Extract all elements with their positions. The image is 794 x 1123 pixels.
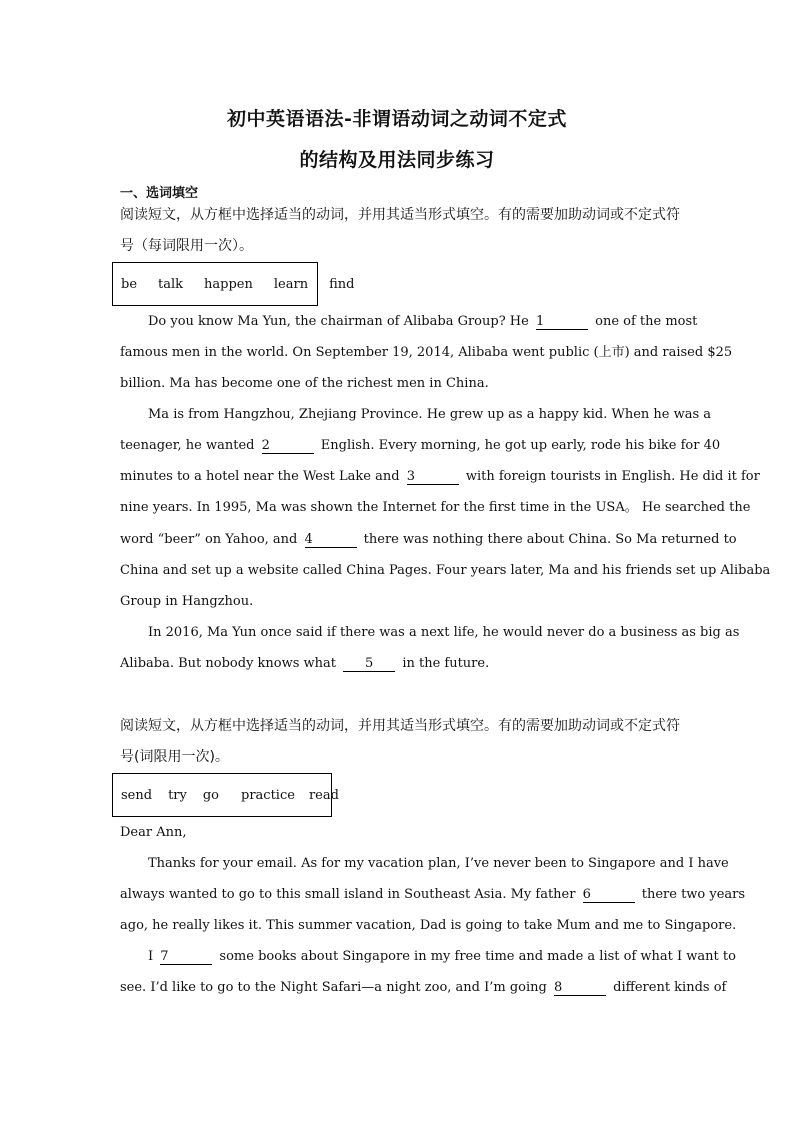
passage-line: billion. Ma has become one of the richest men in China. <box>120 376 489 391</box>
word-box-item: talk <box>158 276 184 292</box>
word-box-item: practice <box>241 787 295 803</box>
passage-line: ago, he really likes it. This summer vacation, Dad is going to take Mum and me to Singapore. <box>120 918 737 933</box>
passage-line: teenager, he wanted 2 English. Every morning, he got up early, rode his bike for 40 <box>120 438 721 453</box>
instruction-line: 号(词限用一次)。 <box>120 749 229 765</box>
passage-line: see. I’d like to go to the Night Safari—a night zoo, and I’m going 8 different kinds of <box>120 980 727 995</box>
page-title-line1: 初中英语语法-非谓语动词之动词不定式 <box>227 108 567 130</box>
answer-blank[interactable]: 8 <box>554 981 606 996</box>
instruction-line: 阅读短文，从方框中选择适当的动词，并用其适当形式填空。有的需要加助动词或不定式符 <box>120 207 680 223</box>
word-box <box>112 773 339 817</box>
passage-line: Ma is from Hangzhou, Zhejiang Province. He grew up as a happy kid. When he was a <box>148 407 712 422</box>
passage-line: In 2016, Ma Yun once said if there was a next life, he would never do a business as big as <box>148 625 740 640</box>
letter-greeting: Dear Ann, <box>120 825 187 840</box>
passage-line: China and set up a website called China Pages. Four years later, Ma and his friends set up Alibaba <box>120 563 771 578</box>
passage-line: Thanks for your email. As for my vacation plan, I’ve never been to Singapore and I have <box>148 856 729 871</box>
word-box-item: find <box>329 276 355 292</box>
passage-line: word “beer” on Yahoo, and 4 there was nothing there about China. So Ma returned to <box>120 532 737 547</box>
word-box <box>112 262 355 306</box>
passage-line: famous men in the world. On September 19, 2014, Alibaba went public (上市) and raised $25 <box>120 345 733 360</box>
answer-blank[interactable]: 1 <box>536 315 588 330</box>
passage-line: Group in Hangzhou. <box>120 594 254 609</box>
answer-blank[interactable]: 7 <box>160 950 212 965</box>
answer-blank[interactable]: 4 <box>305 533 357 548</box>
passage-line: minutes to a hotel near the West Lake and 3 with foreign tourists in English. He did it for <box>120 469 760 484</box>
answer-blank[interactable]: 2 <box>262 439 314 454</box>
instruction-line: 阅读短文，从方框中选择适当的动词，并用其适当形式填空。有的需要加助动词或不定式符 <box>120 718 680 734</box>
passage-line: I 7 some books about Singapore in my free time and made a list of what I want to <box>148 949 736 964</box>
instruction-line: 号（每词限用一次）。 <box>120 238 253 254</box>
word-box-item: try <box>168 787 187 803</box>
word-box-item: be <box>121 276 138 292</box>
passage-line: nine years. In 1995, Ma was shown the Internet for the first time in the USA。 He searched the <box>120 500 751 515</box>
answer-blank[interactable]: 5 <box>343 657 395 672</box>
word-box-item: send <box>121 787 153 803</box>
passage-line: always wanted to go to this small island in Southeast Asia. My father 6 there two years <box>120 887 746 902</box>
passage-line: Alibaba. But nobody knows what 5 in the future. <box>120 656 490 671</box>
word-box-item: happen <box>204 276 253 292</box>
word-box-item: read <box>308 787 339 803</box>
answer-blank[interactable]: 3 <box>407 470 459 485</box>
word-box-item: go <box>202 787 220 803</box>
section-heading: 一、选词填空 <box>120 186 199 201</box>
answer-blank[interactable]: 6 <box>583 888 635 903</box>
page-title-line2: 的结构及用法同步练习 <box>299 149 495 171</box>
word-box-item: learn <box>273 276 309 292</box>
passage-line: Do you know Ma Yun, the chairman of Alibaba Group? He 1 one of the most <box>148 314 698 329</box>
